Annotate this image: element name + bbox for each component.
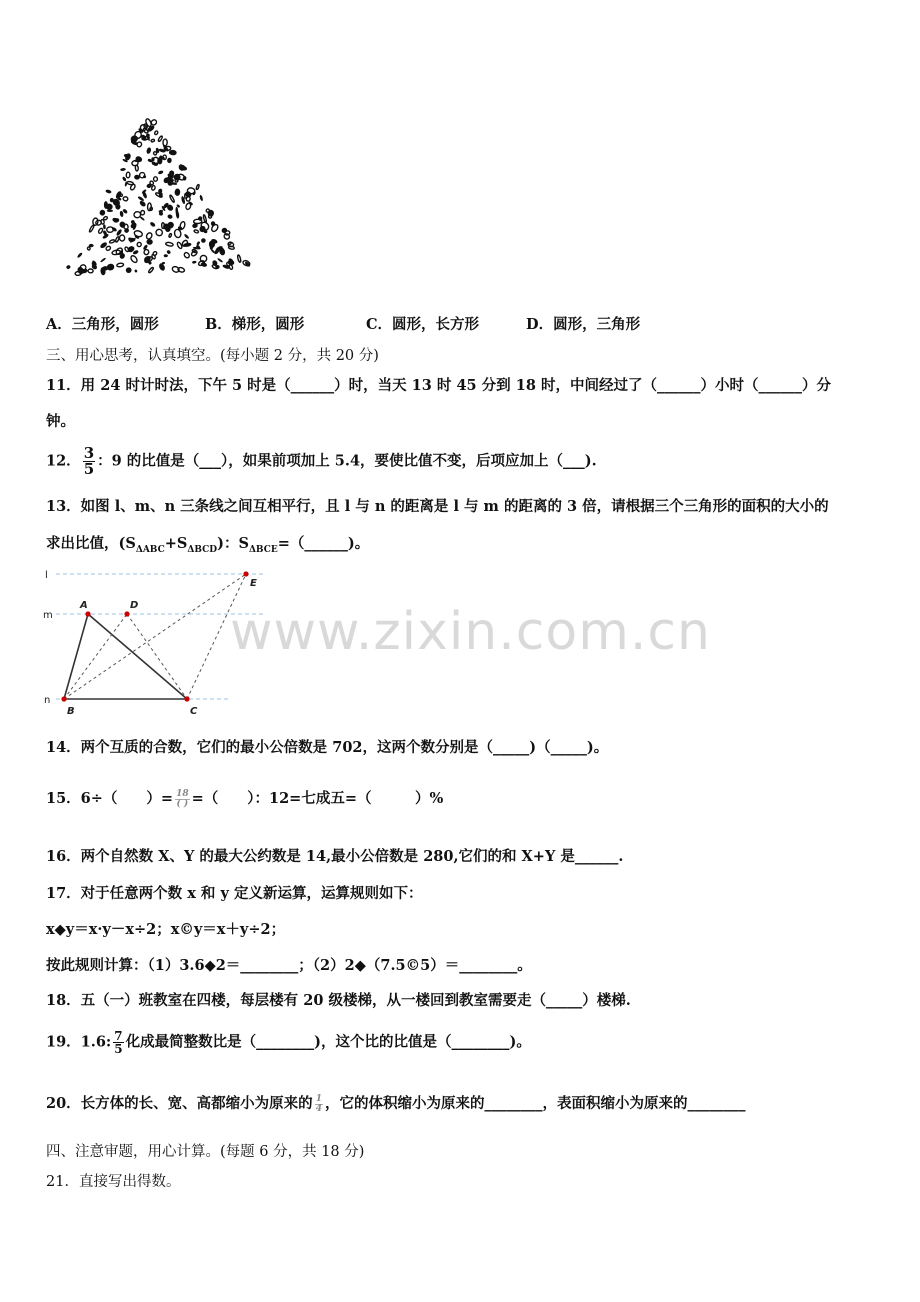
blot [176, 242, 182, 250]
label-b: B [67, 706, 75, 717]
fraction-18-blank: $\frac{18}{( )}$ [176, 788, 189, 809]
label-a: A [80, 600, 88, 611]
blot [146, 147, 152, 155]
question-17-line3: 按此规则计算：（1）3.6◆2＝________；（2）2◆（7.5©5）＝________。 [46, 957, 532, 974]
blot [119, 235, 124, 241]
blot [192, 261, 197, 264]
question-11-line1: 11．用 24 时计时法，下午 5 时是（______）时，当天 13 时 45 分到 18 时，中间经过了（______）小时（______）分 [46, 377, 831, 394]
watermark: www.zixin.com.cn [230, 602, 711, 662]
blot [201, 238, 206, 243]
question-17-line1: 17．对于任意两个数 x 和 y 定义新运算，运算规则如下： [46, 885, 423, 902]
blot [155, 228, 164, 237]
blot [134, 269, 138, 273]
blot [153, 151, 157, 155]
blot [151, 139, 155, 142]
question-21: 21．直接写出得数。 [46, 1174, 181, 1190]
blot [77, 252, 83, 258]
question-14: 14．两个互质的合数，它们的最小公倍数是 702，这两个数分别是（_____)（_____)。 [46, 739, 609, 756]
blot [171, 266, 180, 274]
blot [123, 196, 128, 201]
blot [144, 249, 150, 255]
point-b [61, 696, 66, 701]
blot [115, 236, 120, 242]
question-20: 20．长方体的长、宽、高都缩小为原来的 $\frac{1}{4}$ ，它的体积缩小为原来的________，表面积缩小为原来的________ [46, 1093, 746, 1114]
blot [166, 249, 171, 254]
option-c[interactable]: C．圆形，长方形 [366, 316, 480, 333]
blot [163, 139, 167, 146]
blot [105, 246, 111, 252]
blot [153, 177, 157, 182]
blot [135, 165, 138, 171]
label-e: E [250, 578, 257, 589]
point-d [124, 611, 129, 616]
section-3-heading: 三、用心思考，认真填空。(每小题 2 分，共 20 分) [46, 348, 379, 364]
blot [187, 187, 195, 194]
fraction-1-4: $\frac{1}{4}$ [315, 1093, 322, 1114]
blot [203, 215, 207, 223]
blot [99, 209, 106, 216]
blot [105, 189, 112, 194]
label-d: D [130, 600, 139, 611]
blot [217, 258, 223, 263]
blot [101, 219, 105, 224]
dotted-triangle-image [60, 105, 255, 285]
blot [134, 211, 141, 218]
fraction-7-5: $\frac{7}{5}$ [114, 1029, 123, 1056]
blot [145, 232, 153, 240]
label-m: m [43, 610, 53, 621]
blot [88, 269, 93, 273]
label-n: n [44, 695, 51, 706]
label-l: l [45, 570, 48, 581]
blot [148, 267, 154, 273]
blot [158, 262, 166, 271]
blot [224, 230, 230, 235]
blot [184, 233, 190, 239]
blot [199, 195, 203, 202]
blot [126, 172, 130, 178]
question-19: 19．1.6: $\frac{7}{5}$ 化成最简整数比是（________)，这个比的比值是（________)。 [46, 1029, 531, 1056]
blot [130, 255, 138, 264]
question-13-line2: 求出比值，$(S_{\Delta ABC}+S_{\Delta BCD})$：$S_{\Delta BCE}=(\_\_\_\_\_\_)$。 [46, 535, 370, 555]
question-12-number: 12． [46, 452, 81, 470]
blot [208, 215, 212, 219]
blot [169, 195, 175, 203]
blot [139, 200, 147, 208]
blot [107, 210, 113, 212]
blot [140, 210, 145, 215]
option-d[interactable]: D．圆形，三角形 [526, 316, 641, 333]
blot [228, 246, 234, 250]
question-18: 18．五（一）班教室在四楼，每层楼有 20 级楼梯，从一楼回到教室需要走（_____）楼梯. [46, 992, 631, 1009]
blot [237, 255, 241, 263]
blot [117, 263, 124, 268]
blot [185, 203, 191, 211]
point-e [243, 571, 248, 576]
option-b[interactable]: B．梯形，圆形 [205, 316, 305, 333]
blot [137, 196, 144, 202]
blot [109, 239, 115, 243]
blot [119, 211, 123, 218]
blot [194, 219, 202, 223]
blot [125, 267, 132, 274]
blot [174, 188, 180, 196]
segment-bd [64, 614, 127, 699]
blot [163, 155, 167, 160]
blot [196, 241, 200, 246]
label-c: C [190, 706, 198, 717]
segment-dc [127, 614, 187, 699]
blot [136, 242, 142, 248]
blot [165, 242, 173, 247]
blot [194, 229, 199, 233]
blot [154, 130, 158, 135]
blot [167, 214, 173, 220]
segment-ac [88, 614, 187, 699]
blot [149, 221, 156, 227]
blot [89, 225, 95, 233]
blot [158, 170, 164, 175]
question-16: 16．两个自然数 X、Y 的最大公约数是 14,最小公倍数是 280,它们的和 X+Y 是______. [46, 848, 624, 865]
blot [87, 247, 90, 251]
segment-be [64, 574, 246, 699]
option-a[interactable]: A．三角形，圆形 [46, 316, 159, 333]
blot [158, 136, 163, 142]
blot [179, 221, 185, 229]
question-15: 15．6÷（ ）= $\frac{18}{( )}$ =（ ）：12=七成五=（ ）% [46, 788, 444, 809]
blot [183, 252, 190, 259]
blot [100, 257, 106, 263]
blot [167, 158, 172, 164]
blot [66, 264, 71, 269]
blot [124, 246, 129, 252]
blot [196, 184, 200, 190]
question-12-text: ：9 的比值是（___），如果前项加上 5.4，要使比值不变，后项应加上（___). [97, 452, 597, 470]
blot [98, 228, 103, 234]
question-13-line1: 13．如图 l、m、n 三条线之间互相平行，且 l 与 n 的距离是 l 与 m 的距离的 3 倍，请根据三个三角形的面积的大小的 [46, 498, 829, 515]
section-4-heading: 四、注意审题，用心计算。(每题 6 分，共 18 分) [46, 1144, 365, 1160]
point-c [184, 696, 189, 701]
blot [146, 239, 153, 245]
blot [151, 185, 156, 190]
fraction-3-5: $\frac{3}{5}$ [83, 444, 95, 478]
question-11-line2: 钟。 [46, 413, 75, 430]
blot [139, 172, 144, 177]
blot [120, 168, 126, 172]
blot [164, 254, 168, 257]
segment-ab [64, 614, 88, 699]
question-17-line2: x◆y＝x·y－x÷2；x©y＝x＋y÷2； [46, 921, 286, 938]
blot [169, 233, 172, 237]
point-a [85, 611, 90, 616]
blot [127, 181, 134, 185]
blot [103, 224, 106, 229]
question-12 [46, 446, 597, 477]
